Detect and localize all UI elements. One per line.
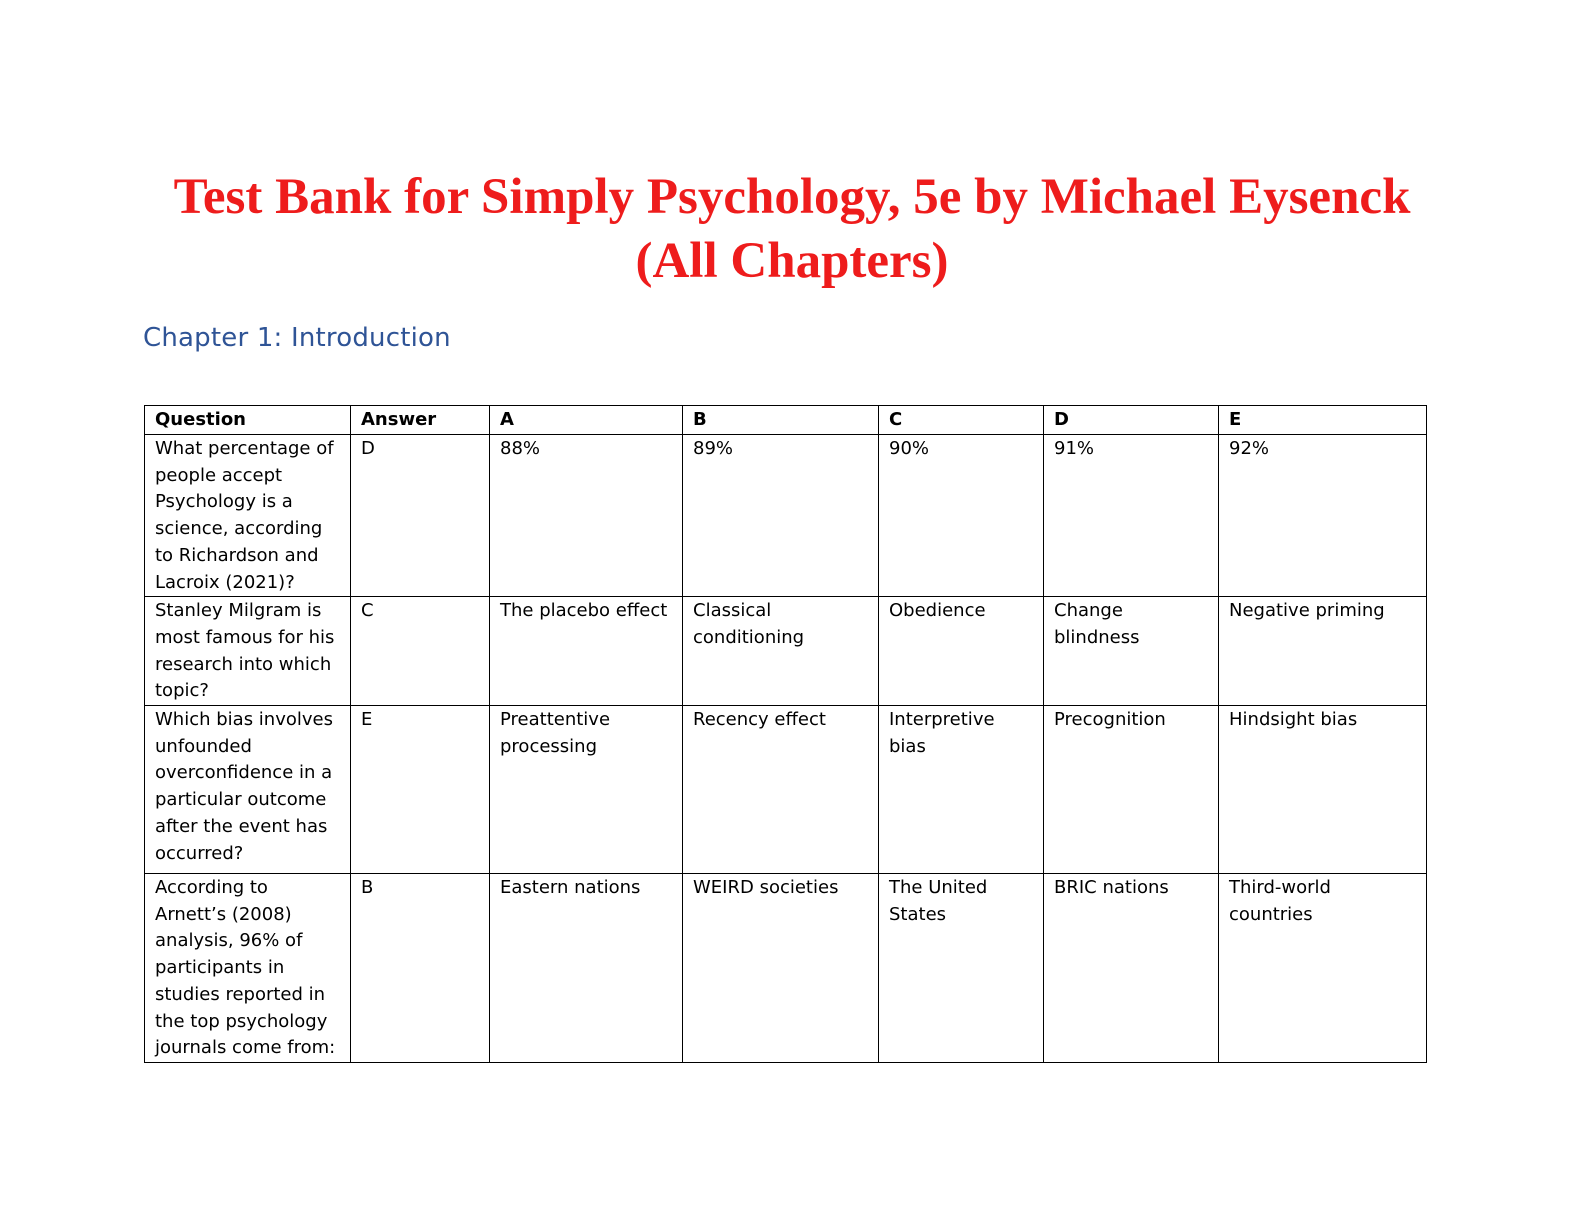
answer-cell: D <box>351 435 490 597</box>
header-option-c: C <box>879 406 1044 435</box>
table-row <box>145 597 1427 706</box>
header-option-d: D <box>1044 406 1219 435</box>
answer-cell: E <box>351 706 490 874</box>
table-row <box>145 706 1427 874</box>
option-b-cell: Recency effect <box>683 706 879 874</box>
header-option-e: E <box>1219 406 1427 435</box>
option-b-cell: WEIRD societies <box>683 874 879 1063</box>
table-header-row <box>145 406 1427 435</box>
option-c-cell: Interpretive bias <box>879 706 1044 874</box>
option-d-cell: 91% <box>1044 435 1219 597</box>
document-title-line-1: Test Bank for Simply Psychology, 5e by Michael Eysenck <box>173 169 1411 225</box>
option-d-cell: Change blindness <box>1044 597 1219 706</box>
option-a-cell: Eastern nations <box>490 874 683 1063</box>
option-e-cell: 92% <box>1219 435 1427 597</box>
answer-cell: C <box>351 597 490 706</box>
option-d-cell: Precognition <box>1044 706 1219 874</box>
header-answer: Answer <box>351 406 490 435</box>
question-table <box>144 405 1427 1063</box>
option-c-cell: Obedience <box>879 597 1044 706</box>
question-cell: Which bias involves unfounded overconfidence in a particular outcome after the event has occurred? <box>145 706 351 874</box>
question-cell: What percentage of people accept Psychology is a science, according to Richardson and Lacroix (2021)? <box>145 435 351 597</box>
answer-cell: B <box>351 874 490 1063</box>
option-a-cell: The placebo effect <box>490 597 683 706</box>
option-e-cell: Hindsight bias <box>1219 706 1427 874</box>
option-a-cell: 88% <box>490 435 683 597</box>
header-option-a: A <box>490 406 683 435</box>
option-e-cell: Negative priming <box>1219 597 1427 706</box>
document-title-line-2: (All Chapters) <box>635 233 949 289</box>
option-b-cell: 89% <box>683 435 879 597</box>
header-question: Question <box>145 406 351 435</box>
option-a-cell: Preattentive processing <box>490 706 683 874</box>
option-b-cell: Classical conditioning <box>683 597 879 706</box>
question-cell: According to Arnett’s (2008) analysis, 96% of participants in studies reported in the top psychology journals come from: <box>145 874 351 1063</box>
table-row <box>145 435 1427 597</box>
question-cell: Stanley Milgram is most famous for his research into which topic? <box>145 597 351 706</box>
document-title <box>0 165 1584 293</box>
option-c-cell: 90% <box>879 435 1044 597</box>
option-c-cell: The United States <box>879 874 1044 1063</box>
table-row <box>145 874 1427 1063</box>
header-option-b: B <box>683 406 879 435</box>
option-e-cell: Third-world countries <box>1219 874 1427 1063</box>
chapter-heading: Chapter 1: Introduction <box>143 323 451 353</box>
option-d-cell: BRIC nations <box>1044 874 1219 1063</box>
